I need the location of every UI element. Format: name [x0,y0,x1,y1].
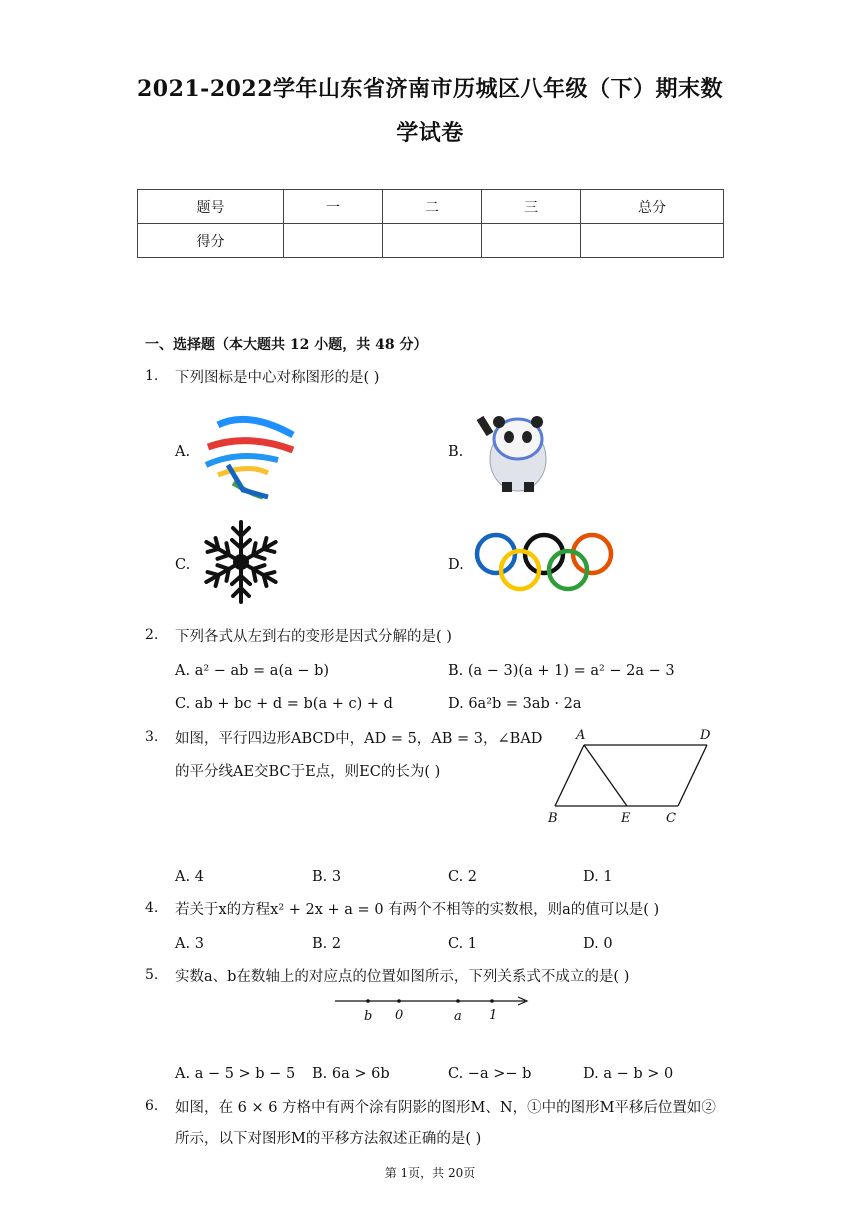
option-text: C. 1 [448,936,478,952]
vertex-label: A [576,728,586,743]
page-title-line1: 2021-2022学年山东省济南市历城区八年级（下）期末数 [136,76,724,102]
score-table-header-row [138,190,724,224]
score-table [137,189,724,258]
score-header-cell: 三 [482,190,581,224]
question-number: 2. [145,627,159,643]
option-text: A. 3 [175,936,204,952]
question-text: 下列图标是中心对称图形的是( ) [175,370,380,386]
question-text: 下列各式从左到右的变形是因式分解的是( ) [175,629,452,645]
numberline-label: 1 [489,1008,498,1023]
question-number: 4. [145,900,159,916]
option-text: C. 2 [448,869,478,885]
option-text: A. a² − ab = a(a − b) [175,663,330,679]
vertex-label: B [548,811,558,826]
option-text: B. 6a > 6b [312,1066,390,1082]
question-number: 6. [145,1098,159,1114]
score-cell [383,224,482,258]
option-text: A. a − 5 > b − 5 [175,1066,296,1082]
question-text-line2: 所示，以下对图形M的平移方法叙述正确的是( ) [175,1131,482,1147]
score-header-cell: 二 [383,190,482,224]
snowflake-image [198,516,284,608]
olympic-rings-image [472,530,617,595]
score-row-label: 得分 [138,224,284,258]
number-line-figure [330,992,535,1028]
vertex-label: E [621,811,631,826]
vertex-label: C [666,811,676,826]
page-title-line2: 学试卷 [396,120,464,146]
score-header-cell: 一 [284,190,383,224]
numberline-label: b [364,1009,373,1024]
section-heading: 一、选择题（本大题共 12 小题，共 48 分） [145,337,428,353]
option-text: D. 1 [583,869,613,885]
panda-mascot-image [474,404,560,494]
numberline-label: 0 [395,1008,404,1023]
question-number: 1. [145,368,159,384]
page-footer: 第 1页，共 20页 [384,1166,476,1180]
option-label: D. [448,557,464,573]
winter-olympics-emblem-image [198,405,298,500]
option-text: C. −a >− b [448,1066,532,1082]
parallelogram-figure [540,722,730,832]
score-cell [284,224,383,258]
question-text: 实数a、b在数轴上的对应点的位置如图所示，下列关系式不成立的是( ) [175,969,630,985]
option-text: C. ab + bc + d = b(a + c) + d [175,696,393,712]
score-header-cell: 总分 [581,190,724,224]
option-text: D. 6a²b = 3ab · 2a [448,696,582,712]
score-table-score-row [138,224,724,258]
question-text-line1: 如图，在 6 × 6 方格中有两个涂有阴影的图形M、N，①中的图形M平移后位置如② [175,1100,716,1116]
question-text-line1: 如图，平行四边形ABCD中，AD = 5，AB = 3，∠BAD [175,731,543,747]
option-label: C. [175,557,191,573]
option-text: D. a − b > 0 [583,1066,674,1082]
question-text-line2: 的平分线AE交BC于E点，则EC的长为( ) [175,764,441,780]
option-label: A. [175,444,191,460]
question-number: 3. [145,729,159,745]
score-cell [482,224,581,258]
option-text: A. 4 [175,869,204,885]
score-header-cell: 题号 [138,190,284,224]
question-text: 若关于x的方程x² + 2x + a = 0 有两个不相等的实数根，则a的值可以是( ) [175,902,660,918]
option-text: B. (a − 3)(a + 1) = a² − 2a − 3 [448,663,675,679]
score-cell [581,224,724,258]
option-text: B. 3 [312,869,342,885]
question-number: 5. [145,967,159,983]
option-text: D. 0 [583,936,613,952]
vertex-label: D [700,728,711,743]
option-text: B. 2 [312,936,342,952]
numberline-label: a [454,1009,462,1024]
option-label: B. [448,444,464,460]
